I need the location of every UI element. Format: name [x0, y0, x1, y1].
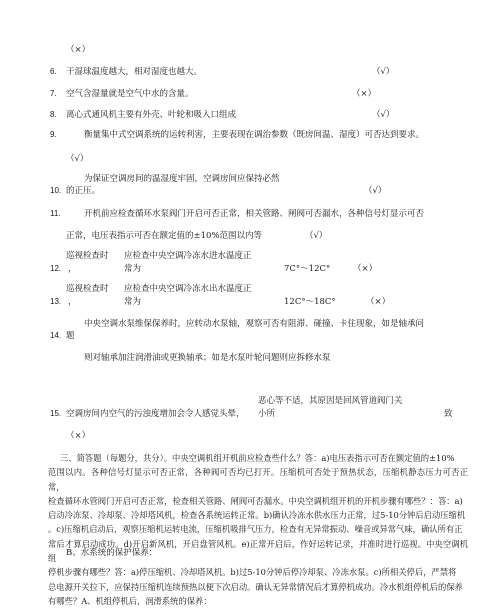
item-13-label-b: ， [68, 297, 77, 307]
section-3-line-9: 有哪些？A、机组停机后，润滑系统的保养： [48, 595, 212, 606]
item-13-number: 13. [50, 297, 62, 306]
item-15-text-b: 恶心等不适，其原因是回风管道阀门关 [258, 396, 403, 406]
item-14-text-a: 中央空调水泵维保保养时，应转动水泵轴，观察可否有阻滞、碰撞、卡住现象，如是轴承问 [84, 319, 425, 329]
section-3-line-4: 启动冷冻泵、冷却泵、冷却塔风机，检查各系统运转正常。b)确认冷冻水供水压力正常，过5-10分钟后启动压缩机 [48, 510, 466, 521]
item-11-mark: （√） [305, 231, 328, 241]
section-3-paragraph [48, 451, 468, 608]
item-10-text-b: 的正压。 [66, 186, 101, 196]
item-9-text: 衡量集中式空调系统的运转利害，主要表现在调治参数（既房间温、湿度）可否达到要求。 [84, 130, 425, 140]
section-3-line-8: 总电源开关拉下，应保持压缩机连续预热以便下次启动。确认无异常情况后才算停机成功。冷水机组停机后的保养 [48, 581, 463, 592]
item-12-label-b: ， [68, 264, 77, 274]
item-15-mark: （×） [66, 431, 91, 441]
item-8-text: 离心式通风机主要有外壳、叶轮和吸入口组成 [66, 110, 237, 120]
item-7-mark: （×） [352, 89, 377, 99]
item-10-mark: （√） [364, 186, 387, 196]
item-10-text-a: 为保证空调房间的温湿度牢固，空调房间应保持必然 [84, 174, 280, 184]
item-12-text-b: 常为 [124, 264, 142, 274]
item-9-number: 9. [50, 130, 57, 139]
item-13-text-a: 应检查中央空调冷冻水出水温度正 [124, 284, 252, 294]
item-12-mark: （×） [353, 264, 378, 274]
section-3-line-1: 三、简答题（每题分，共分）。中央空调机组开机前应检查些什么？答：a)电压表指示可否在额定值的±10% [60, 453, 455, 463]
item-13-label-a: 巡视检查时 [66, 284, 109, 294]
item-11-text-b: 正常，电压表指示可否在额定值的±10%范围以内等 [66, 231, 263, 241]
item-15-text-c: 小所 [258, 409, 276, 419]
item-11-number: 11. [50, 209, 61, 218]
item-6-text: 干湿球温度越大，相对湿度也越大。 [66, 67, 203, 77]
item-13-text-b: 常为 [124, 297, 142, 307]
item-6-mark: （√） [372, 67, 395, 77]
item-8-number: 8. [50, 110, 57, 119]
item-7-text: 空气含湿量就是空气中水的含量。 [66, 89, 194, 99]
item-6-number: 6. [50, 67, 57, 76]
item-13-mark: （×） [366, 297, 391, 307]
item-12-number: 12. [50, 264, 62, 273]
top-mark: （×） [66, 45, 91, 55]
section-3-line-5: 。c)压缩机启动后，观察压缩机运转电流，压缩机吸排气压力，检查有无异常振动、噪音或异常气味，确认所有正 [48, 524, 463, 535]
section-3-line-7: 停机步骤有哪些？答：a)停压缩机、冷却塔风机。b)过5-10分钟后停冷却泵、冷冻水泵。c)所相关停后，严禁将 [48, 567, 457, 578]
item-10-number: 10. [50, 186, 62, 195]
section-3-line-2: 范围以内。各种信号灯显示可否正常，各种阀可否均已打开。压缩机可否处于预热状态，压缩机静态压力可否正常， [48, 467, 468, 492]
section-3-heading: 三、简答题（每题分，共分）。 [60, 453, 173, 463]
item-12-range: 7C°～12C° [284, 264, 331, 274]
item-15-text-a: 空调房间内空气的污浊度增加会令人感觉头晕， [66, 409, 245, 419]
item-13-range: 12C°～18C° [284, 297, 336, 307]
item-8-mark: （√） [372, 110, 395, 120]
item-15-text-d: 致 [444, 409, 453, 419]
section-3-line-3: 检查循环水管阀门开启可否正常，检查相关管路、闸阀可否漏水。中央空调机组开机的开机步骤有哪些？：答：a) [48, 495, 463, 506]
item-9-mark: （√） [66, 154, 89, 164]
item-11-text-a: 开机前应检查循环水泵阀门开启可否正常，相关管路、闸阀可否漏水，各种信号灯显示可否 [84, 209, 425, 219]
item-12-label-a: 巡视检查时 [66, 251, 109, 261]
item-14-number: 14. [50, 331, 62, 340]
item-14-text-b: 题 [66, 331, 75, 341]
item-15-number: 15. [50, 409, 62, 418]
item-7-number: 7. [50, 89, 57, 98]
section-3-line-6: 常后才算启动成功。d)开启新风机，开启盘管风机。e)正常开启后，作好运转记录，并准时进行巡视。中央空调机组 [48, 538, 468, 564]
item-14-text-c: 则对轴承加注润滑油或更换轴承；如是水泵叶轮问题则应拆修水泵 [84, 353, 331, 363]
item-12-text-a: 应检查中央空调冷冻水进水温度正 [124, 251, 252, 261]
section-3-sub-b: B、水系统的保护保养： [66, 548, 158, 558]
